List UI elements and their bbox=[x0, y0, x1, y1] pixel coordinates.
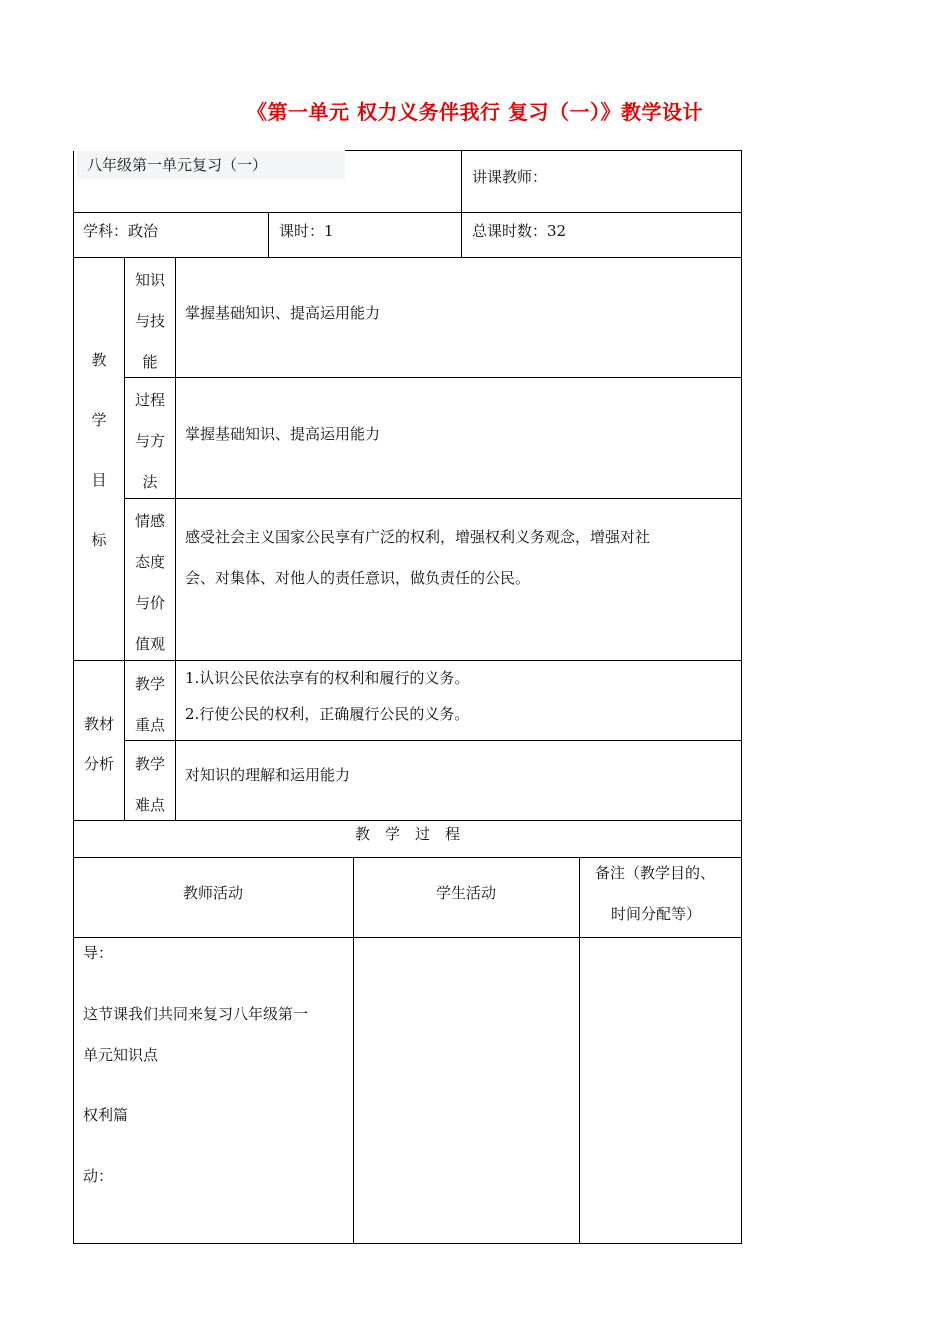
divider bbox=[124, 377, 742, 378]
objectives-label-char: 标 bbox=[91, 531, 107, 549]
table-border-bottom bbox=[73, 1243, 742, 1244]
table-border-left bbox=[73, 151, 74, 1244]
analysis-label: 教材 分析 bbox=[83, 715, 114, 773]
divider bbox=[461, 150, 462, 257]
teacher-activity-line: 单元知识点 bbox=[83, 1046, 159, 1064]
objective-row-content: 会、对集体、对他人的责任意识，做负责任的公民。 bbox=[185, 569, 531, 587]
teacher-label: 讲课教师： bbox=[472, 168, 548, 186]
teacher-activity-line: 这节课我们共同来复习八年级第一 bbox=[83, 1005, 309, 1023]
divider bbox=[73, 937, 742, 938]
divider bbox=[268, 212, 269, 257]
objective-row-label: 情感 态度 与价 值观 bbox=[134, 512, 165, 653]
divider bbox=[73, 212, 742, 213]
course-name: 八年级第一单元复习（一） bbox=[77, 151, 345, 179]
divider bbox=[353, 857, 354, 1244]
column-header-notes: 时间分配等） bbox=[611, 905, 702, 923]
total-periods-field: 总课时数：32 bbox=[472, 222, 567, 240]
objective-row-content: 感受社会主义国家公民享有广泛的权利，增强权利义务观念，增强对社 bbox=[185, 528, 651, 546]
objectives-label-char: 目 bbox=[91, 471, 107, 489]
objectives-label bbox=[74, 350, 124, 550]
teacher-activity-line: 导： bbox=[83, 944, 114, 962]
objectives-label-char: 教 bbox=[91, 351, 107, 369]
objectives-label-char: 学 bbox=[91, 411, 107, 429]
teacher-activity-line: 权利篇 bbox=[83, 1106, 129, 1124]
column-header-student: 学生活动 bbox=[435, 884, 496, 902]
divider bbox=[73, 257, 742, 258]
divider bbox=[124, 498, 742, 499]
column-header-teacher: 教师活动 bbox=[182, 884, 243, 902]
period-field: 课时：1 bbox=[279, 222, 334, 240]
table-border-right bbox=[741, 150, 742, 1244]
analysis-row-label: 教学 重点 bbox=[134, 675, 165, 734]
analysis-row-content: 2.行使公民的权利，正确履行公民的义务。 bbox=[185, 705, 470, 723]
analysis-row-content: 1.认识公民依法享有的权利和履行的义务。 bbox=[185, 669, 470, 687]
process-title: 教 学 过 程 bbox=[354, 825, 460, 843]
divider bbox=[175, 257, 176, 820]
teacher-activity-line: 动： bbox=[83, 1167, 114, 1185]
objective-row-content: 掌握基础知识、提高运用能力 bbox=[185, 425, 381, 443]
divider bbox=[579, 857, 580, 1244]
document-title: 《第一单元 权力义务伴我行 复习（一）》教学设计 bbox=[247, 100, 703, 124]
objective-row-content: 掌握基础知识、提高运用能力 bbox=[185, 304, 381, 322]
analysis-row-label: 教学 难点 bbox=[134, 755, 165, 814]
column-header-notes: 备注（教学目的、 bbox=[595, 864, 716, 882]
divider bbox=[73, 857, 742, 858]
divider bbox=[124, 740, 742, 741]
subject-field: 学科：政治 bbox=[83, 222, 159, 240]
analysis-row-content: 对知识的理解和运用能力 bbox=[185, 766, 351, 784]
objective-row-label: 过程 与方 法 bbox=[134, 391, 165, 491]
objective-row-label: 知识 与技 能 bbox=[134, 271, 165, 371]
table-border-top bbox=[345, 150, 742, 151]
